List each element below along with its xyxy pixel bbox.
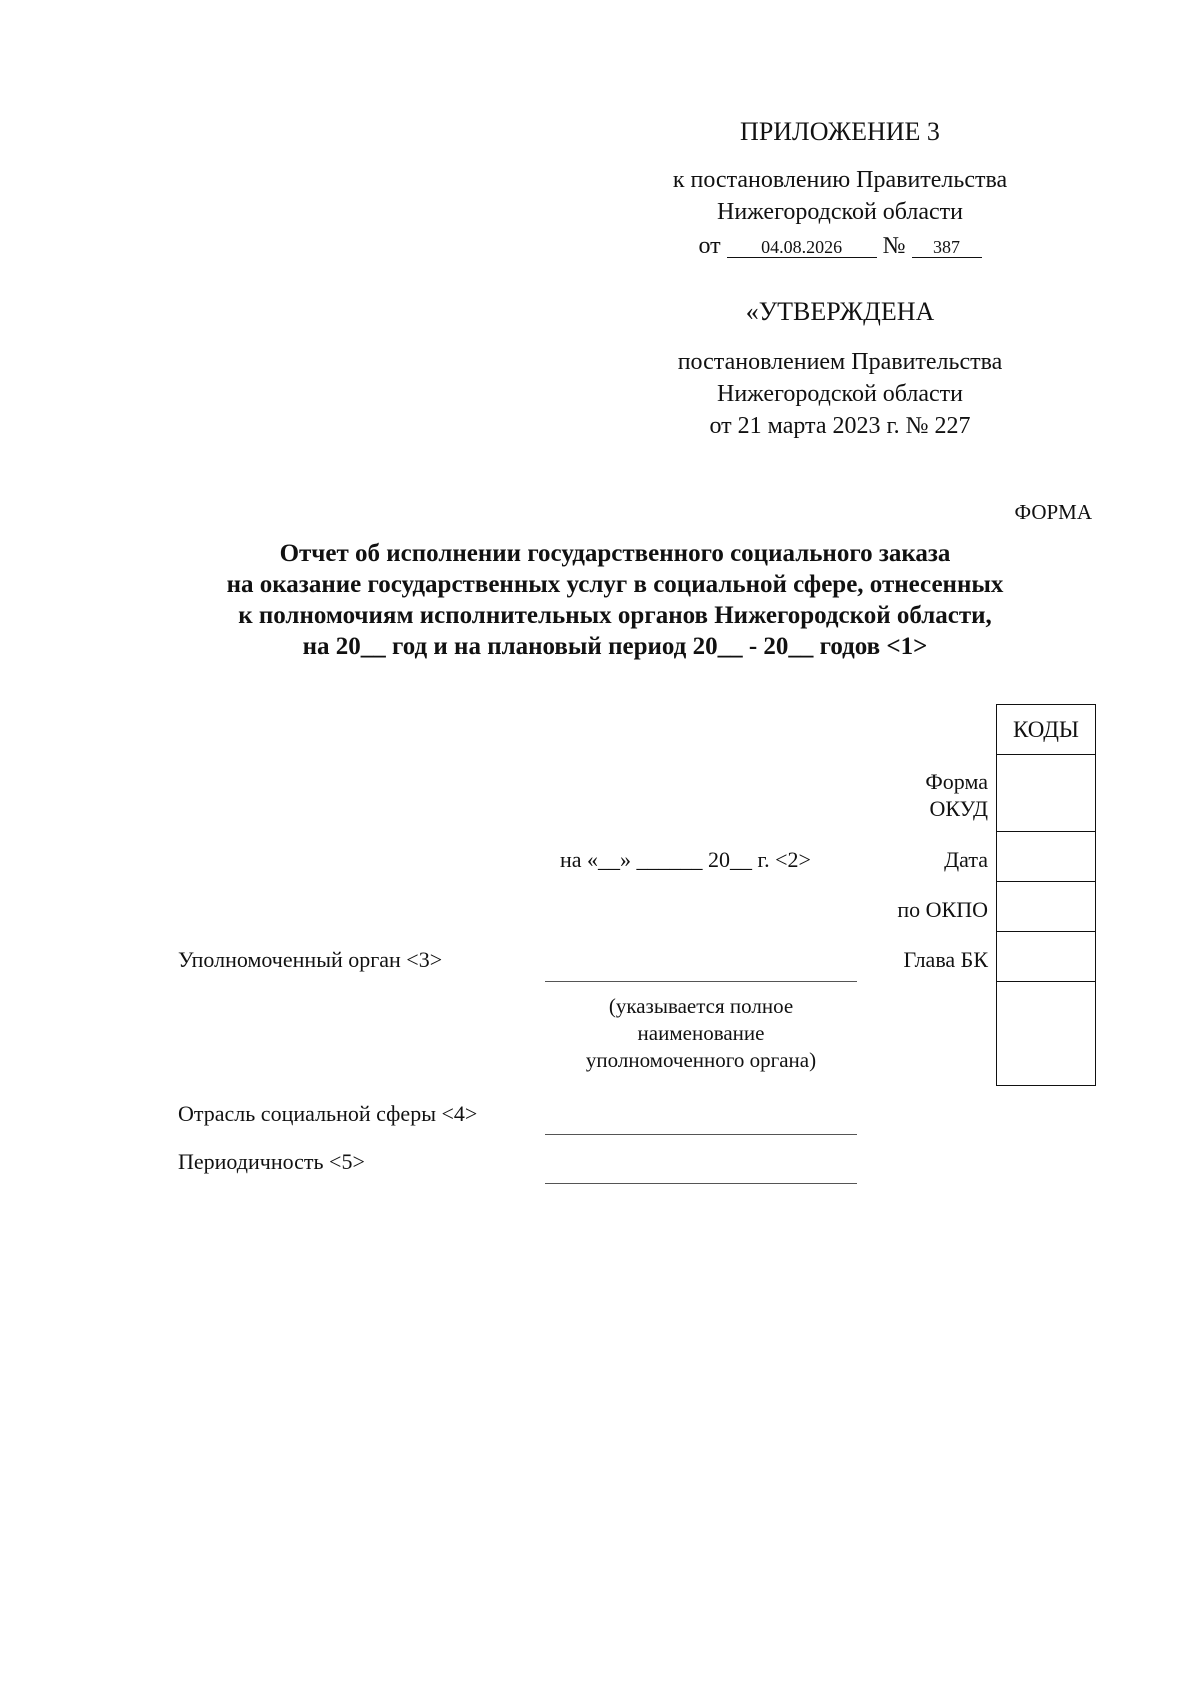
okud-label-line1: Форма bbox=[925, 769, 988, 794]
appendix-number: ПРИЛОЖЕНИЕ 3 bbox=[740, 117, 940, 146]
resolution-ref-line1: к постановлению Правительства bbox=[672, 167, 1008, 193]
report-title-line4: на 20__ год и на плановый период 20__ - 20__ годов <1> bbox=[302, 633, 928, 660]
authority-note-line3: уполномоченного органа) bbox=[585, 1048, 817, 1072]
resolution-ref-line2: Нижегородской области bbox=[716, 199, 964, 225]
approved-by-line1: постановлением Правительства bbox=[677, 349, 1003, 375]
okpo-label: по ОКПО bbox=[897, 897, 988, 922]
authority-label: Уполномоченный орган <3> bbox=[178, 947, 443, 972]
approved-heading: «УТВЕРЖДЕНА bbox=[745, 297, 935, 326]
report-title-line2: на оказание государственных услуг в социальной сфере, отнесенных bbox=[226, 571, 1004, 598]
sector-label: Отрасль социальной сферы <4> bbox=[178, 1101, 478, 1126]
approved-by-line2: Нижегородской области bbox=[716, 381, 964, 407]
okpo-code-cell[interactable] bbox=[997, 881, 1095, 931]
bk-code-cell[interactable] bbox=[997, 931, 1095, 981]
authority-note-line1: (указывается полное bbox=[608, 994, 794, 1018]
approved-by-line3: от 21 марта 2023 г. № 227 bbox=[709, 413, 971, 439]
report-title bbox=[120, 538, 1110, 662]
resolution-number: 387 bbox=[912, 237, 982, 258]
report-title-line1: Отчет об исполнении государственного социального заказа bbox=[279, 540, 951, 567]
from-label: от bbox=[698, 233, 721, 259]
authority-input-line[interactable] bbox=[545, 981, 857, 982]
date-label: Дата bbox=[944, 847, 988, 872]
periodicity-input-line[interactable] bbox=[545, 1183, 857, 1184]
date-code-cell[interactable] bbox=[997, 831, 1095, 881]
authority-note-line2: наименование bbox=[637, 1021, 765, 1045]
codes-table bbox=[996, 704, 1096, 1086]
number-sign: № bbox=[882, 233, 906, 259]
report-title-line3: к полномочиям исполнительных органов Нижегородской области, bbox=[238, 602, 992, 629]
report-date: на «__» ______ 20__ г. <2> bbox=[560, 847, 811, 872]
periodicity-label: Периодичность <5> bbox=[178, 1149, 365, 1174]
bk-label: Глава БК bbox=[903, 947, 988, 972]
sector-input-line[interactable] bbox=[545, 1134, 857, 1135]
codes-header: КОДЫ bbox=[1013, 717, 1079, 742]
resolution-date: 04.08.2026 bbox=[727, 237, 877, 258]
form-label: ФОРМА bbox=[1014, 500, 1092, 524]
okud-label-line2: ОКУД bbox=[929, 796, 988, 821]
okud-code-cell[interactable] bbox=[997, 754, 1095, 831]
resolution-date-number bbox=[600, 232, 1080, 261]
extra-code-cell[interactable] bbox=[997, 981, 1095, 1085]
